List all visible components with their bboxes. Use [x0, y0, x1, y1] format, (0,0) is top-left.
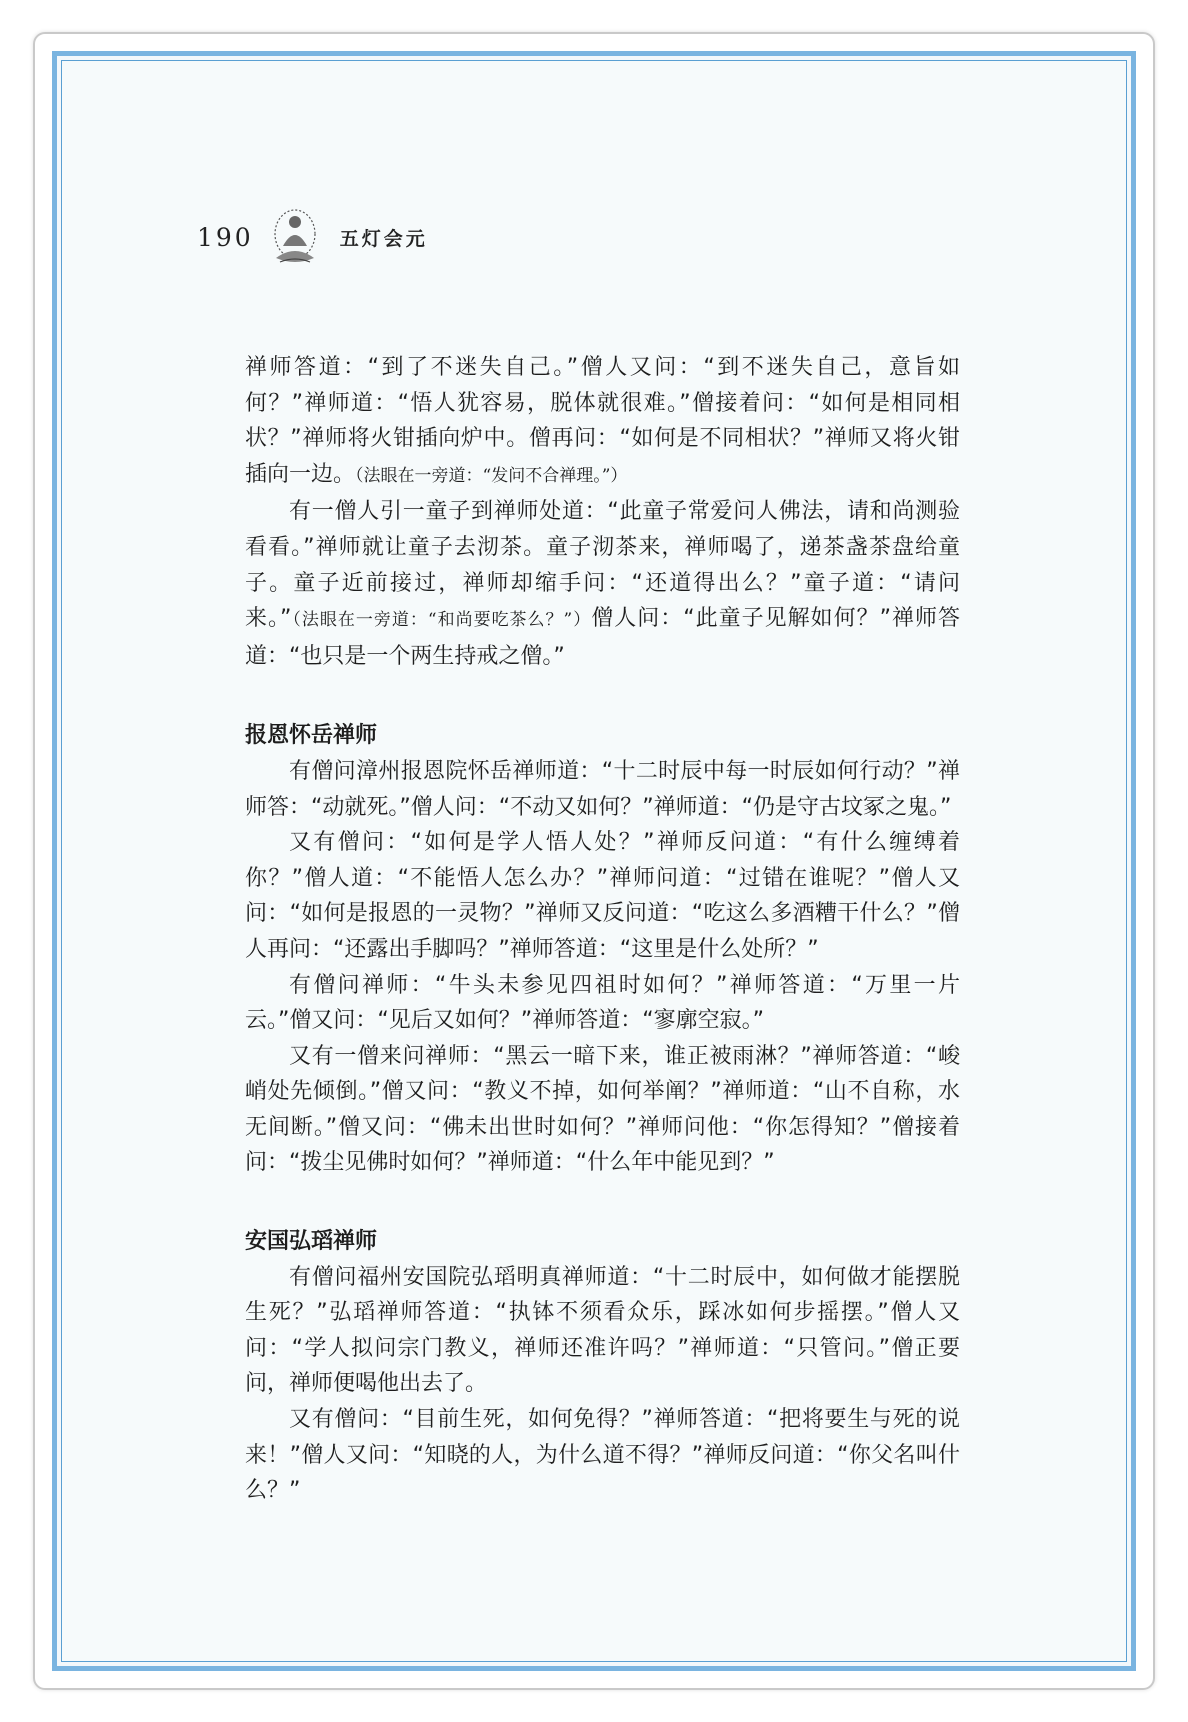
body-paragraph: 禅师答道：“到了不迷失自己。”僧人又问：“到不迷失自己，意旨如何？”禅师道：“悟人犹容易，脱体就很难。”僧接着问：“如何是相同相状？”禅师将火钳插向炉中。僧再问：“如何是不同相状？”禅师又将火钳插向一边。（法眼在一旁道：“发问不合禅理。”）	[245, 355, 960, 487]
section-heading: 报恩怀岳禅师	[245, 723, 378, 749]
body-paragraph: 有僧问漳州报恩院怀岳禅师道：“十二时辰中每一时辰如何行动？”禅师答：“动就死。”僧人问：“不动又如何？”禅师道：“仍是守古坟冢之鬼。”	[245, 758, 960, 820]
book-title: 五灯会元	[339, 227, 428, 250]
body-paragraph: 又有僧问：“如何是学人悟人处？”禅师反问道：“有什么缠缚着你？”僧人道：“不能悟人怎么办？”禅师问道：“过错在谁呢？”僧人又问：“如何是报恩的一灵物？”禅师又反问道：“吃这么多酒糟干什么？”僧人再问：“还露出手脚吗？”禅师答道：“这里是什么处所？”	[245, 830, 960, 962]
body-paragraph: 有一僧人引一童子到禅师处道：“此童子常爱问人佛法，请和尚测验看看。”禅师就让童子去沏茶。童子沏茶来，禅师喝了，递茶盏茶盘给童子。童子近前接过，禅师却缩手问：“还道得出么？”童子道：“请问来。”（法眼在一旁道：“和尚要吃茶么？”）僧人问：“此童子见解如何？”禅师答道：“也只是一个两生持戒之僧。”	[245, 499, 961, 669]
page-number: 190	[197, 222, 254, 252]
body-paragraph: 又有僧问：“目前生死，如何免得？”禅师答道：“把将要生与死的说来！”僧人又问：“知晓的人，为什么道不得？”禅师反问道：“你父名叫什么？”	[245, 1407, 960, 1504]
body-paragraph: 又有一僧来问禅师：“黑云一暗下来，谁正被雨淋？”禅师答道：“峻峭处先倾倒。”僧又问：“教义不掉，如何举阐？”禅师道：“山不自称，水无间断。”僧又问：“佛未出世时如何？”禅师问他：“你怎得知？”僧接着问：“拨尘见佛时如何？”禅师道：“什么年中能见到？”	[245, 1043, 960, 1176]
running-header	[197, 204, 428, 270]
buddha-icon	[270, 206, 320, 268]
body-paragraph: 有僧问禅师：“牛头未参见四祖时如何？”禅师答道：“万里一片云。”僧又问：“见后又如何？”禅师答道：“寥廓空寂。”	[245, 972, 960, 1034]
body-paragraph: 有僧问福州安国院弘瑫明真禅师道：“十二时辰中，如何做才能摆脱生死？”弘瑫禅师答道：“执钵不须看众乐，踩冰如何步摇摆。”僧人又问：“学人拟问宗门教义，禅师还准许吗？”禅师道：“只管问。”僧正要问，禅师便喝他出去了。	[245, 1264, 960, 1397]
commentary-note: （法眼在一旁道：“和尚要吃茶么？”）	[291, 610, 592, 631]
section-heading: 安国弘瑫禅师	[245, 1229, 378, 1255]
commentary-note: （法眼在一旁道：“发问不合禅理。”）	[355, 465, 628, 486]
page-body	[245, 350, 960, 1509]
